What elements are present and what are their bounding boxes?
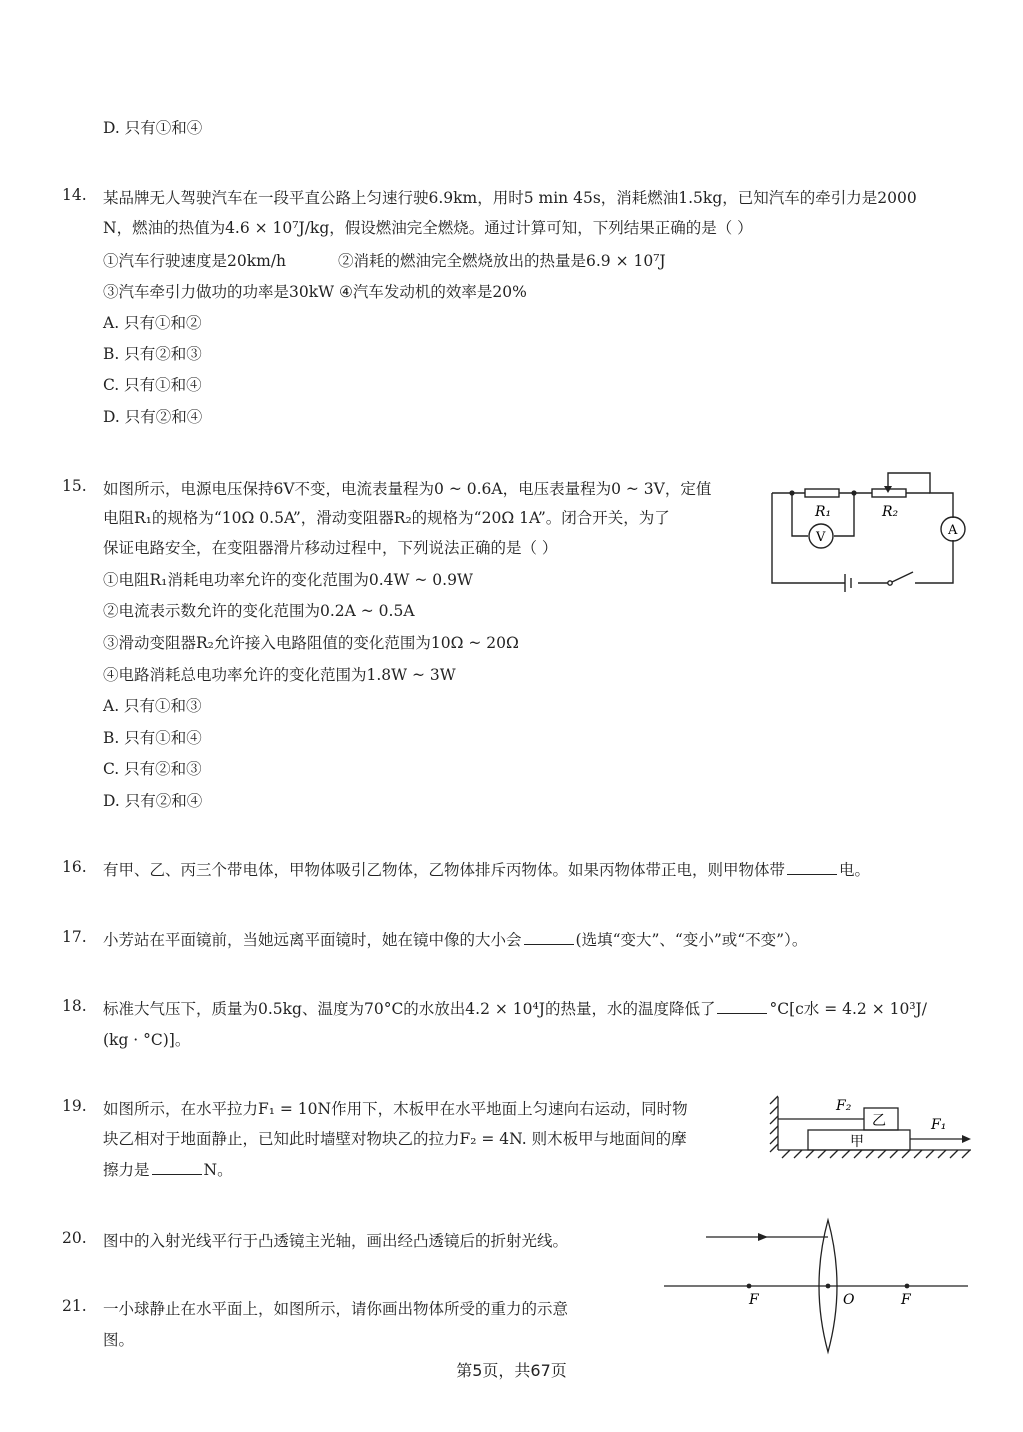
q15-circuit-diagram	[760, 468, 980, 598]
label-f1: F₁	[931, 1117, 947, 1133]
q19-text-before: 擦力是	[103, 1161, 150, 1179]
focus-left-point	[747, 1284, 752, 1289]
q15-stem-line2: 电阻R₁的规格为“10Ω 0.5A”，滑动变阻器R₂的规格为“20Ω 1A”。闭合开关，为了	[103, 509, 670, 527]
q20-number: 20.	[62, 1229, 87, 1247]
q21-stem-line2: 图。	[103, 1331, 135, 1349]
q18-text-after: °C[c水 = 4.2 × 10³J/	[769, 1000, 927, 1018]
q16-stem	[103, 858, 870, 880]
battery	[845, 574, 851, 592]
label-r1: R₁	[815, 504, 832, 520]
q14-stem-line1: 某品牌无人驾驶汽车在一段平直公路上匀速行驶6.9km，用时5 min 45s，消耗燃油1.5kg，已知汽车的牵引力是2000	[103, 189, 917, 207]
wall-hatch	[770, 1096, 778, 1152]
label-jia: 甲	[850, 1134, 864, 1150]
q15-option-b: B. 只有①和④	[103, 729, 202, 747]
incident-ray-arrow-icon	[758, 1233, 768, 1241]
q14-statement-3-4: ③汽车牵引力做功的功率是30kW ④汽车发动机的效率是20%	[103, 283, 527, 301]
q18-stem-line2: (kg · °C)]。	[103, 1031, 191, 1049]
q15-number: 15.	[62, 477, 87, 495]
q13-option-d: D. 只有①和④	[103, 119, 203, 137]
q17-text-after: (选填“变大”、“变小”或“不变”）。	[575, 931, 808, 949]
switch-contact	[888, 581, 892, 585]
label-focus-left: F	[749, 1292, 759, 1308]
q21-stem-line1: 一小球静止在水平面上，如图所示，请你画出物体所受的重力的示意	[103, 1300, 569, 1318]
q14-option-c: C. 只有①和④	[103, 376, 202, 394]
q19-text-after: N。	[203, 1161, 233, 1179]
q21-number: 21.	[62, 1297, 87, 1315]
q19-stem-line3	[103, 1158, 233, 1180]
label-ammeter: A	[948, 523, 958, 538]
q20-lens-diagram	[660, 1216, 972, 1356]
label-f2: F₂	[836, 1098, 852, 1114]
q15-option-c: C. 只有②和③	[103, 760, 202, 778]
q15-statement-2: ②电流表示数允许的变化范围为0.2A ~ 0.5A	[103, 602, 415, 620]
q17-number: 17.	[62, 928, 87, 946]
ground-hatch	[782, 1150, 970, 1158]
resistor-r1	[805, 489, 839, 497]
q18-number: 18.	[62, 997, 87, 1015]
q14-number: 14.	[62, 186, 87, 204]
label-yi: 乙	[872, 1113, 886, 1129]
arrow-f1-head	[962, 1135, 971, 1143]
page-footer: 第5页，共67页	[456, 1361, 567, 1380]
focus-right-point	[905, 1284, 910, 1289]
q16-number: 16.	[62, 858, 87, 876]
lens-center-point	[826, 1284, 831, 1289]
q15-statement-1: ①电阻R₁消耗电功率允许的变化范围为0.4W ~ 0.9W	[103, 571, 473, 589]
q14-statement-1: ①汽车行驶速度是20km/h	[103, 252, 287, 270]
q14-statement-2: ②消耗的燃油完全燃烧放出的热量是6.9 × 10⁷J	[338, 252, 666, 270]
label-focus-right: F	[901, 1292, 911, 1308]
q15-option-d: D. 只有②和④	[103, 792, 203, 810]
q14-stem-line2: N，燃油的热值为4.6 × 10⁷J/kg，假设燃油完全燃烧。通过计算可知，下列结果正确的是（ ）	[103, 219, 753, 237]
q19-stem-line2: 块乙相对于地面静止，已知此时墙壁对物块乙的拉力F₂ = 4N. 则木板甲与地面间的摩	[103, 1130, 687, 1148]
q15-stem-line3: 保证电路安全，在变阻器滑片移动过程中，下列说法正确的是（ ）	[103, 539, 558, 557]
q16-blank	[787, 860, 837, 875]
switch-lever	[892, 572, 913, 582]
label-center-o: O	[843, 1292, 855, 1308]
q20-stem: 图中的入射光线平行于凸透镜主光轴，画出经凸透镜后的折射光线。	[103, 1232, 569, 1250]
q14-option-d: D. 只有②和④	[103, 408, 203, 426]
q15-stem-line1: 如图所示，电源电压保持6V不变，电流表量程为0 ~ 0.6A，电压表量程为0 ~ 3V，定值	[103, 480, 712, 498]
circuit-wire-right	[915, 540, 953, 583]
q16-text-after: 电。	[839, 861, 871, 879]
q15-option-a: A. 只有①和③	[103, 697, 202, 715]
q17-stem	[103, 928, 807, 950]
q14-option-a: A. 只有①和②	[103, 314, 202, 332]
label-voltmeter: V	[816, 530, 826, 545]
q15-statement-3: ③滑动变阻器R₂允许接入电路阻值的变化范围为10Ω ~ 20Ω	[103, 634, 519, 652]
q16-text-before: 有甲、乙、丙三个带电体，甲物体吸引乙物体，乙物体排斥丙物体。如果丙物体带正电，则甲物体带	[103, 861, 786, 879]
q17-blank	[524, 930, 574, 945]
q19-friction-diagram	[766, 1092, 981, 1164]
q18-text-before: 标准大气压下，质量为0.5kg、温度为70°C的水放出4.2 × 10⁴J的热量，水的温度降低了	[103, 1000, 716, 1018]
q18-stem	[103, 997, 927, 1019]
q15-statement-4: ④电路消耗总电功率允许的变化范围为1.8W ~ 3W	[103, 666, 456, 684]
q19-blank	[152, 1160, 202, 1175]
q14-option-b: B. 只有②和③	[103, 345, 202, 363]
label-r2: R₂	[882, 504, 899, 520]
q19-stem-line1: 如图所示，在水平拉力F₁ = 10N作用下，木板甲在水平地面上匀速向右运动，同时物	[103, 1100, 688, 1118]
q19-number: 19.	[62, 1097, 87, 1115]
q17-text-before: 小芳站在平面镜前，当她远离平面镜时，她在镜中像的大小会	[103, 931, 522, 949]
q18-blank	[717, 999, 767, 1014]
